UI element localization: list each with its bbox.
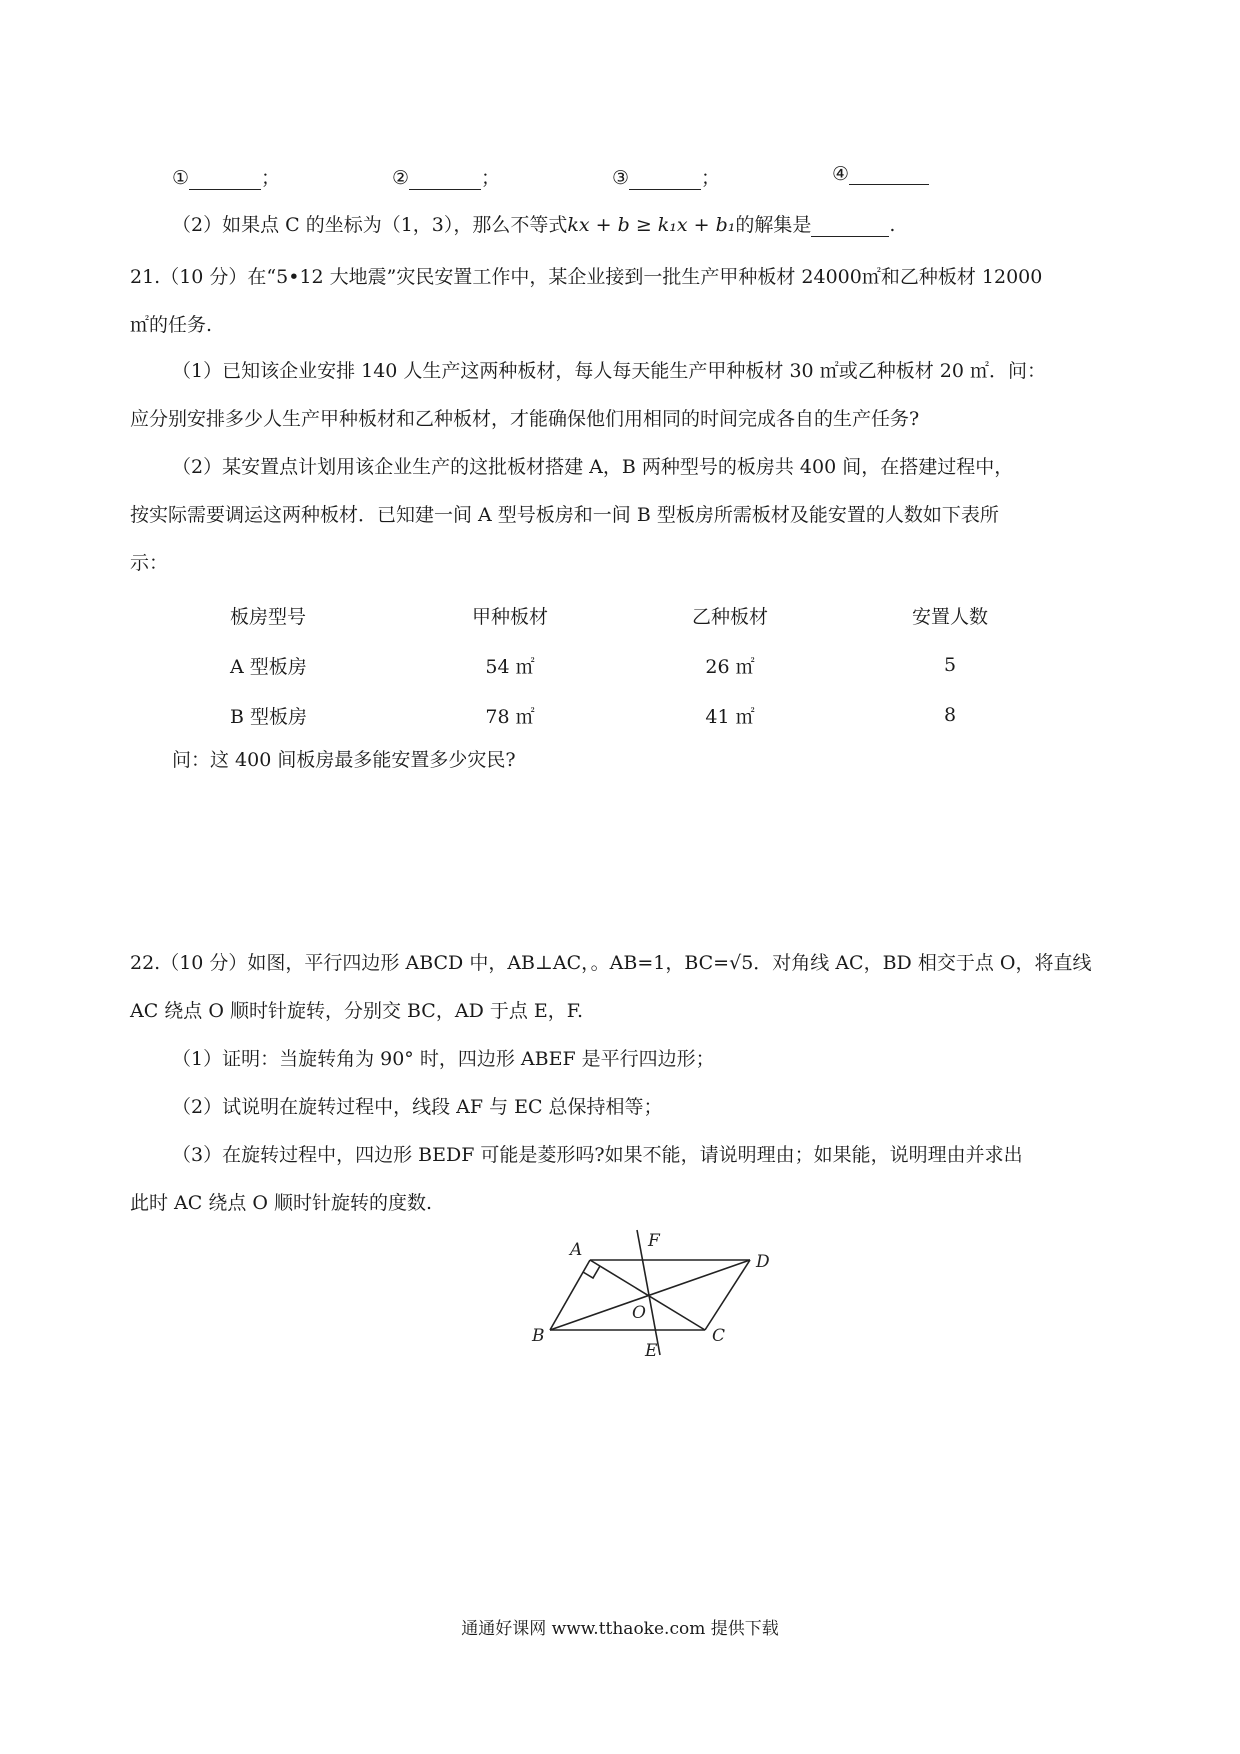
table-header-row bbox=[200, 590, 1060, 640]
q22-line2: AC 绕点 O 顺时针旋转，分别交 BC，AD 于点 E，F. bbox=[130, 1000, 584, 1022]
label-f: F bbox=[648, 1231, 660, 1251]
q21-part2-line2: 按实际需要调运这两种板材．已知建一间 A 型号板房和一间 B 型板房所需板材及能安置的人数如下表所 bbox=[130, 504, 999, 526]
blank-1: ① ； bbox=[172, 167, 281, 189]
table-header: 安置人数 bbox=[911, 605, 988, 628]
diagonal-bd bbox=[550, 1260, 750, 1330]
table-header: 甲种板材 bbox=[471, 605, 548, 628]
q21-line2: ㎡的任务. bbox=[130, 314, 213, 336]
q21-part1-line1: （1）已知该企业安排 140 人生产这两种板材，每人每天能生产甲种板材 30 ㎡或乙种板材 20 ㎡．问： bbox=[172, 360, 1046, 382]
table-header: 乙种板材 bbox=[691, 605, 768, 628]
page-footer: 通通好课网 www.tthaoke.com 提供下载 bbox=[461, 1619, 779, 1639]
table-cell: 26 ㎡ bbox=[705, 655, 755, 678]
table-row bbox=[200, 640, 1060, 690]
blank-3: ③ ； bbox=[612, 167, 721, 189]
q21-part2-line3: 示： bbox=[130, 552, 169, 574]
q21-part1-line2: 应分别安排多少人生产甲种板材和乙种板材，才能确保他们用相同的时间完成各自的生产任务? bbox=[130, 408, 920, 430]
table-cell: 8 bbox=[943, 704, 957, 726]
q21-line1: 21.（10 分）在“5•12 大地震”灾民安置工作中，某企业接到一批生产甲种板材 24000㎡和乙种板材 12000 bbox=[130, 266, 1043, 288]
table-cell: 41 ㎡ bbox=[705, 705, 755, 728]
label-d: D bbox=[756, 1252, 770, 1272]
label-c: C bbox=[712, 1326, 726, 1346]
table-row bbox=[200, 690, 1060, 740]
parallelogram-figure bbox=[520, 1215, 790, 1360]
q22-part2: （2）试说明在旋转过程中，线段 AF 与 EC 总保持相等； bbox=[172, 1096, 663, 1118]
q22-part3-line1: （3）在旋转过程中，四边形 BEDF 可能是菱形吗?如果不能，请说明理由；如果能，说明理由并求出 bbox=[172, 1144, 1023, 1166]
blank-4: ④ bbox=[832, 163, 929, 185]
q22-part1: （1）证明：当旋转角为 90° 时，四边形 ABEF 是平行四边形； bbox=[172, 1048, 715, 1070]
table-cell: A 型板房 bbox=[230, 655, 307, 678]
table-cell: B 型板房 bbox=[230, 705, 308, 728]
q21-question: 问：这 400 间板房最多能安置多少灾民? bbox=[172, 749, 516, 771]
q22-line1: 22.（10 分）如图，平行四边形 ABCD 中，AB⊥AC，。AB=1，BC=√5．对角线 AC，BD 相交于点 O，将直线 bbox=[130, 952, 1092, 974]
table-cell: 54 ㎡ bbox=[485, 655, 535, 678]
table-cell: 78 ㎡ bbox=[485, 705, 535, 728]
board-table bbox=[200, 590, 1060, 740]
q20-part2: （2）如果点 C 的坐标为（1，3），那么不等式kx + b ≥ k₁x + b₁的解集是 . bbox=[172, 214, 896, 236]
edge-dc bbox=[705, 1260, 750, 1330]
label-e: E bbox=[645, 1341, 658, 1360]
q21-part2-line1: （2）某安置点计划用该企业生产的这批板材搭建 A，B 两种型号的板房共 400 间，在搭建过程中， bbox=[172, 456, 1014, 478]
diagonal-ac bbox=[590, 1260, 705, 1330]
edge-ab bbox=[550, 1260, 590, 1330]
q22-part3-line2: 此时 AC 绕点 O 顺时针旋转的度数. bbox=[130, 1192, 433, 1214]
label-a: A bbox=[570, 1240, 583, 1260]
table-header: 板房型号 bbox=[230, 605, 307, 628]
blank-2: ② ； bbox=[392, 167, 501, 189]
label-o: O bbox=[632, 1303, 646, 1323]
label-b: B bbox=[532, 1326, 545, 1346]
table-cell: 5 bbox=[943, 654, 957, 676]
inequality: kx + b ≥ k₁x + b₁ bbox=[567, 214, 736, 236]
